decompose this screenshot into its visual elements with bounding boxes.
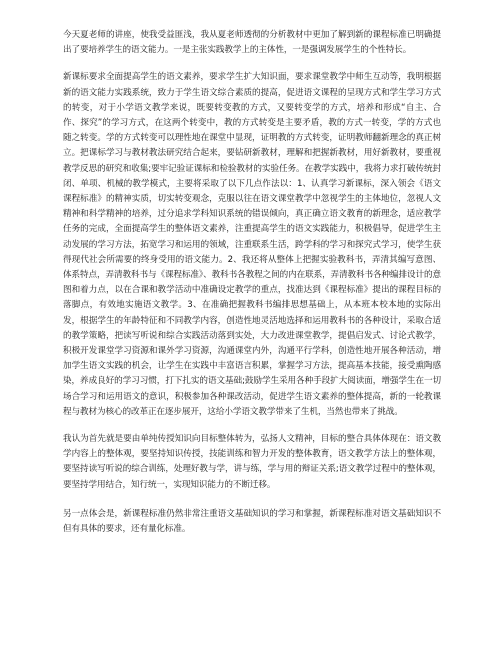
paragraph-methods: 新课标要求全面提高学生的语文素养，要求学生扩大知识面，要求课堂教学中师生互动等，我明根据新的语文能力实践系统，致力于学生语文综合素质的提高，促进语文课程的呈现方式和学生学习方式的转变，对于小学语文教学来说，既要转变教的方式，又要转变学的方式，培养和形成“自主、合作、探究”的学习方式，在这两个转变中，教的方式转变是主要矛盾，教的方式一转变，学的方式也随之转变。学的方式转变可以理性地在课堂中显现，证明教的方式转变，证明教师翻新理念的真正树立。把课标学习与教材教法研究结合起来，要钻研新教材，理解和把握新教材，用好新教材，要重视教学反思的研究和收集;要牢记验证课标和检验教材的实验任务。在教学实践中，我将力求打破传统封闭、单项、机械的教学模式，主要将采取了以下几点作法以：1、认真学习新课标，深入领会《语文课程标准》的精神实质，切实转变观念，克服以往在语文课堂教学中忽视学生的主体地位，忽视人文精神和科学精神的培养，过分追求学科知识系统的错误倾向，真正确立语文教育的新理念，适应教学任务的完成，全面提高学生的整体语文素养，注重提高学生的语文实践能力，积极倡导，促进学生主动发展的学习方法，拓宽学习和运用的领域，注重联系生活，跨学科的学习和探究式学习，使学生获得现代社会所需要的终身受用的语文能力。2、我还将从整体上把握实验教科书，弄清其编写意图、体系特点，弄清教科书与《课程标准》、教科书各教程之间的内在联系，弄清教科书各种编排设计的意图和着力点，以在合课和教学活动中准确设定教学的重点，找准达到《课程标准》提出的课程目标的落脚点，有效地实施语文教学。3、在准确把握教科书编排思想基础上，从本班本校本地的实际出发，根据学生的年龄特征和不同教学内容，创造性地灵活地选择和运用教科书的各种设计，采取合适的教学策略，把读写听说和综合实践活动落到实处，大力改进课堂教学，提倡启发式、讨论式教学，积极开发课堂学习资源和课外学习资源，沟通课堂内外，沟通平行学科，创造性地开展各种活动，增加学生语文实践的机会，让学生在实践中丰富语言积累，掌握学习方法，提高基本技能，接受熏陶感染，养成良好的学习习惯，打下扎实的语文基础;鼓励学生采用各种手段扩大阅读面，增强学生在一切场合学习和运用语文的意识，积极参加各种课改活动，促进学生语文素养的整体提高，新的一轮教课程与教材为核心的改革正在逐步展开，这给小学语文教学带来了生机，当然也带来了挑战。	[63, 72, 441, 417]
paragraph-holistic-view: 我认为首先就是要由单纯传授知识向目标整体转为，弘扬人文精神，目标的整合具体体现在：语文教学内容上的整体观，要坚持知识传授，技能训练和智力开发的整体教育，语文教学方法上的整体观，要坚持读写听说的综合训练，处理好教与学，讲与练，学与用的辩证关系;语文教学过程中的整体观，要坚持学用结合，知行统一，实现知识能力的不断迁移。	[63, 434, 441, 490]
document-page	[63, 28, 441, 537]
paragraph-basic-knowledge: 另一点体会是，新课程标准仍然非常注重语文基础知识的学习和掌握，新课程标准对语文基础知识不但有具体的要求，还有量化标准。	[63, 508, 441, 535]
paragraph-intro: 今天夏老师的讲座，使我受益匪浅，我从夏老师透彻的分析教材中更加了解到新的课程标准已明确提出了要培养学生的语文能力。一是主张实践教学上的主体性，一是强调发展学生的个性特长。	[63, 30, 441, 56]
